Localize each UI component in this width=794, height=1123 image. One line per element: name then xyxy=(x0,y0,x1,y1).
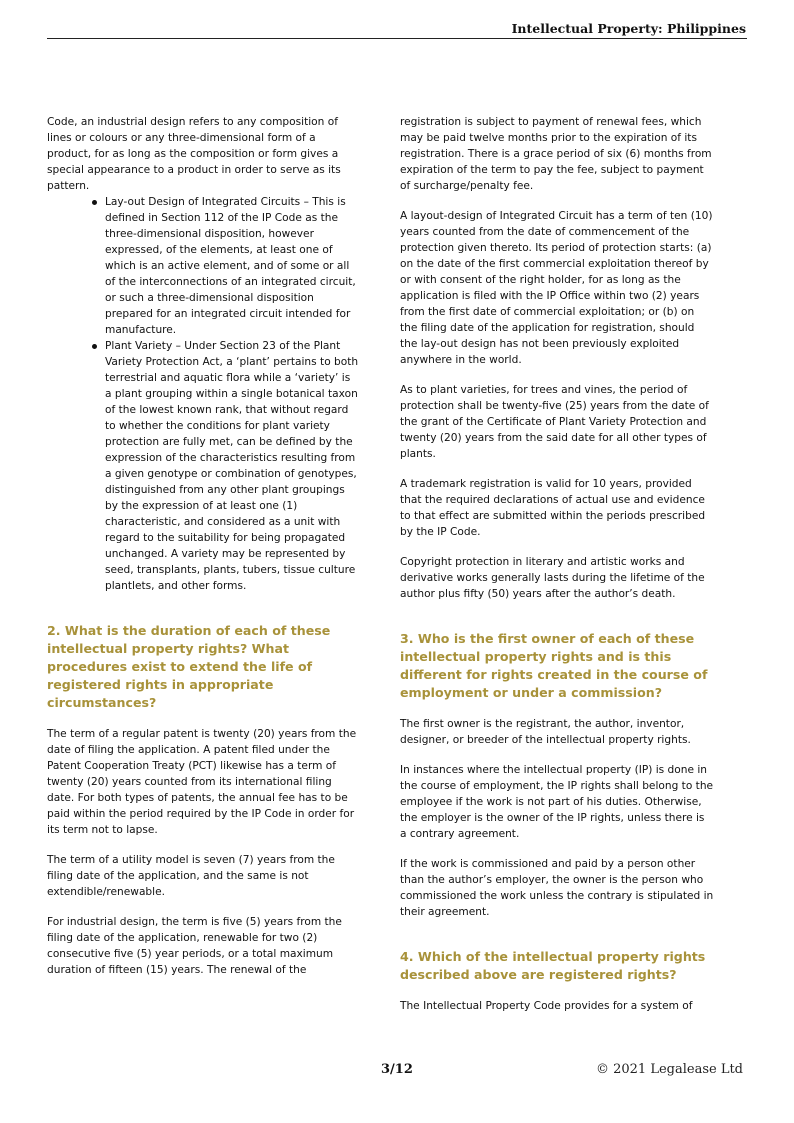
paragraph-utility-model: The term of a utility model is seven (7) years from the filing date of the application, and the same is not extendible/renewable. xyxy=(47,854,335,898)
question-2-heading: 2. What is the duration of each of these intellectual property rights? What procedures exist to extend the life of registered rights in appropriate circumstances? xyxy=(47,623,331,710)
bullet-plant-variety: Plant Variety – Under Section 23 of the Plant Variety Protection Act, a ‘plant’ pertains to both terrestrial and aquatic flora while a ‘variety’ is a plant grouping within a single botanical taxon of the lowest known rank, that without regard to whether the conditions for plant variety protection are fully met, can be defined by the expression of the characteristics resulting from a given genotype or combination of genotypes, distinguished from any other plant groupings by the expression of at least one (1) characteristic, and considered as a unit with regard to the suitability for being propagated unchanged. A variety may be represented by seed, transplants, plants, tubers, tissue culture plantlets, and other forms. xyxy=(105,340,359,592)
page-number: 3/12 xyxy=(381,1062,413,1077)
bullet-layout-design: Lay-out Design of Integrated Circuits – This is defined in Section 112 of the IP Code as the three-dimensional disposition, however expressed, of the elements, at least one of which is an active element, and of some or all of the interconnections of an integrated circuit, or such a three-dimensional disposition prepared for an integrated circuit intended for manufacture. xyxy=(105,194,360,338)
paragraph-first-owner: The first owner is the registrant, the author, inventor, designer, or breeder of the intellectual property rights. xyxy=(400,718,691,746)
continued-bullet-text: Code, an industrial design refers to any composition of lines or colours or any three-dimensional form of a product, for as long as the composition or form gives a special appearance to a product in order to serve as its pattern. xyxy=(47,116,341,192)
left-column xyxy=(47,114,360,992)
paragraph-renewal-fees: registration is subject to payment of renewal fees, which may be paid twelve months prior to the expiration of its registration. There is a grace period of six (6) months from expiration of the term to pay the fee, subject to payment of surcharge/penalty fee. xyxy=(400,116,712,192)
paragraph-copyright: Copyright protection in literary and artistic works and derivative works generally lasts during the lifetime of the author plus fifty (50) years after the author’s death. xyxy=(400,556,705,600)
paragraph-commissioned: If the work is commissioned and paid by a person other than the author’s employer, the owner is the person who commissioned the work unless the contrary is stipulated in their agreement. xyxy=(400,858,714,918)
right-column xyxy=(400,114,714,1028)
paragraph-trademark: A trademark registration is valid for 10 years, provided that the required declarations of actual use and evidence to that effect are submitted within the periods prescribed by the IP Code. xyxy=(400,478,706,538)
paragraph-industrial-design: For industrial design, the term is five (5) years from the filing date of the application, renewable for two (2) consecutive five (5) year periods, or a total maximum duration of fifteen (15) years. The renewal of the xyxy=(47,916,342,976)
paragraph-plant-varieties: As to plant varieties, for trees and vines, the period of protection shall be twenty-five (25) years from the date of the grant of the Certificate of Plant Variety Protection and twenty (20) years from the said date for all other types of plants. xyxy=(400,384,709,460)
paragraph-ip-code-system: The Intellectual Property Code provides for a system of xyxy=(400,1000,693,1012)
paragraph-integrated-circuit: A layout-design of Integrated Circuit has a term of ten (10) years counted from the date of commencement of the protection given thereto. Its period of protection starts: (a) on the date of the first commercial exploitation thereof by or with consent of the right holder, for as long as the application is filed with the IP Office within two (2) years from the first date of commercial exploitation; or (b) on the filing date of the application for registration, should the lay-out design has not been previously exploited anywhere in the world. xyxy=(400,210,713,366)
question-3-heading: 3. Who is the first owner of each of these intellectual property rights and is this different for rights created in the course of employment or under a commission? xyxy=(400,631,708,700)
running-header-title: Intellectual Property: Philippines xyxy=(511,21,746,36)
paragraph-patent-term: The term of a regular patent is twenty (20) years from the date of filing the application. A patent filed under the Patent Cooperation Treaty (PCT) likewise has a term of twenty (20) years counted from its international filing date. For both types of patents, the annual fee has to be paid within the period required by the IP Code in order for its term not to lapse. xyxy=(47,728,357,836)
header-divider xyxy=(47,38,747,39)
copyright-notice: © 2021 Legalease Ltd xyxy=(595,1062,743,1077)
rights-bullet-list xyxy=(47,194,360,594)
paragraph-employment: In instances where the intellectual property (IP) is done in the course of employment, the IP rights shall belong to the employee if the work is not part of his duties. Otherwise, the employer is the owner of the IP rights, unless there is a contrary agreement. xyxy=(400,764,714,840)
question-4-heading: 4. Which of the intellectual property rights described above are registered rights? xyxy=(400,949,706,982)
